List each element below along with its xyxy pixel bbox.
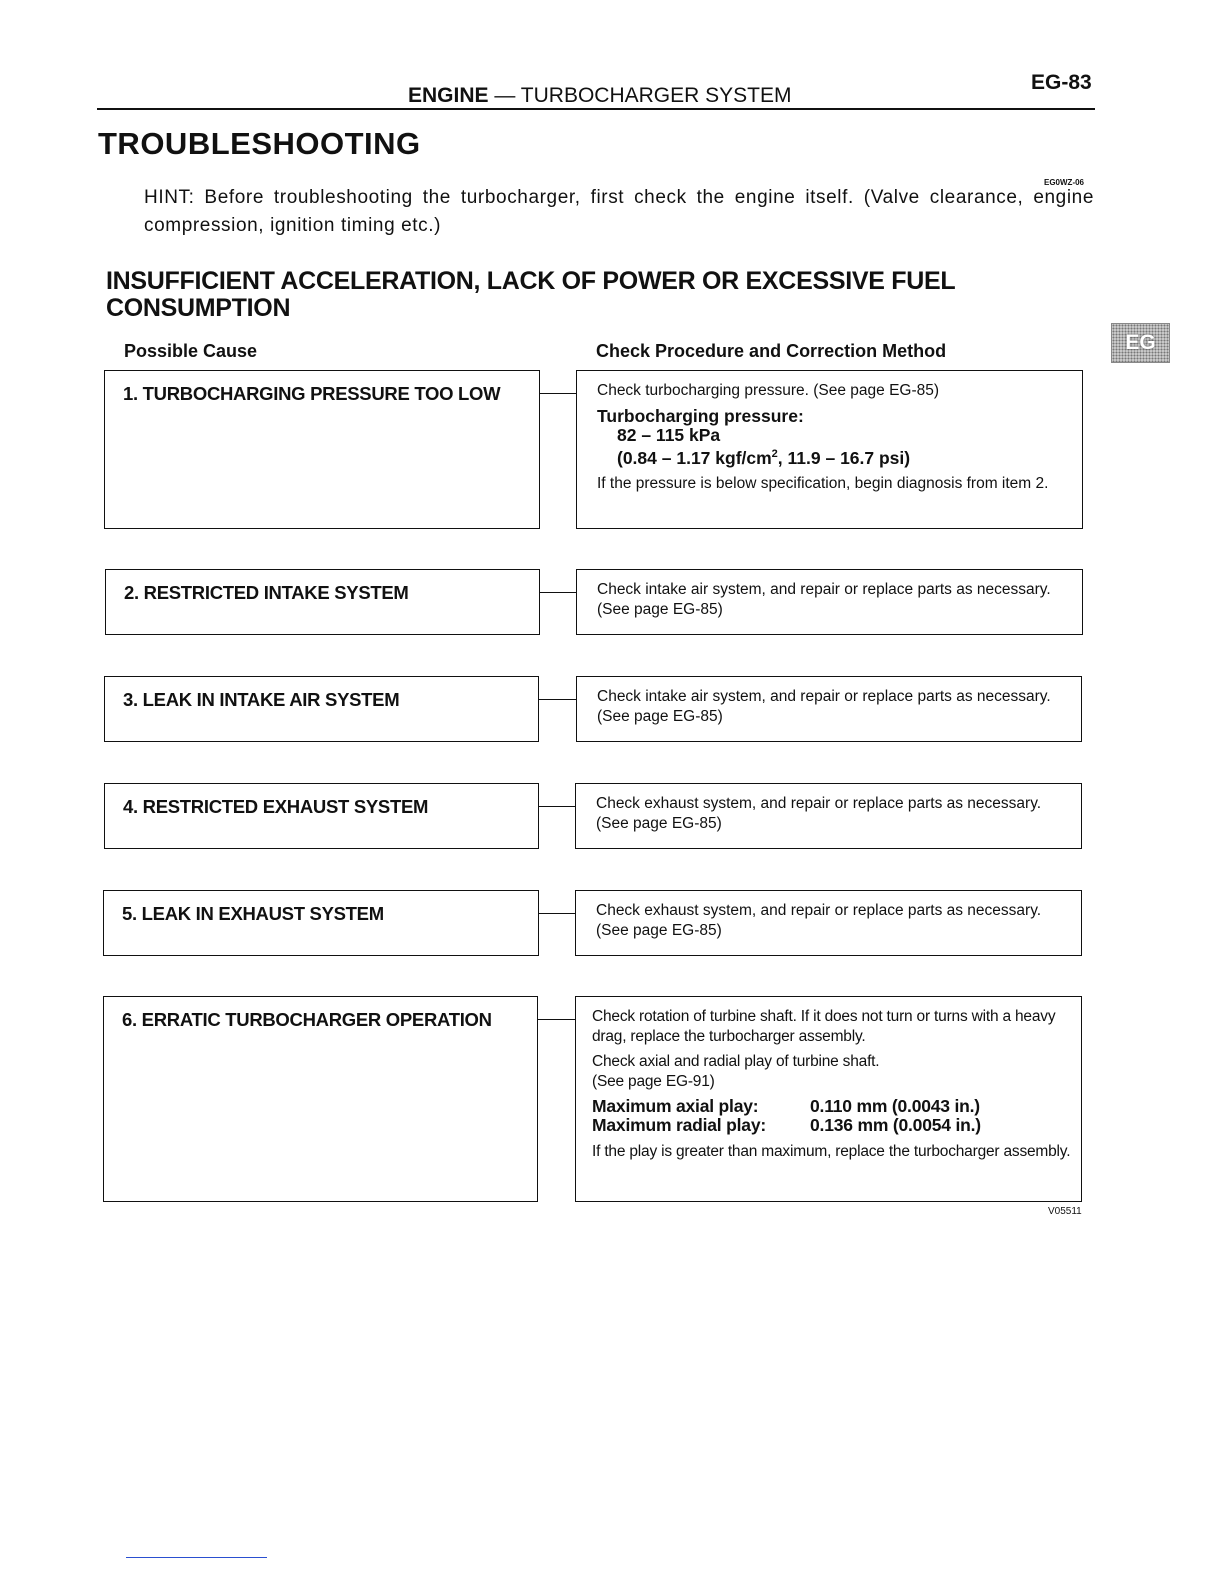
section-tab: EG xyxy=(1111,323,1170,363)
procedure-text: Check exhaust system, and repair or replace parts as necessary. (See page EG-85) xyxy=(596,795,1042,832)
procedure-text: Check exhaust system, and repair or replace parts as necessary. (See page EG-85) xyxy=(596,902,1042,939)
header-subsection: — TURBOCHARGER SYSTEM xyxy=(488,84,792,107)
cause-box-1 xyxy=(104,370,540,529)
connector-line xyxy=(540,592,577,593)
spec-value: 0.136 mm (0.0054 in.) xyxy=(810,1115,981,1135)
running-header xyxy=(408,84,792,108)
cause-label: 6. ERRATIC TURBOCHARGER OPERATION xyxy=(122,1009,492,1030)
cause-label: 5. LEAK IN EXHAUST SYSTEM xyxy=(122,903,384,924)
spec-value-alt-b: , 11.9 – 16.7 psi) xyxy=(777,447,911,468)
cause-label: 4. RESTRICTED EXHAUST SYSTEM xyxy=(123,796,429,817)
document-code: EG0WZ-06 xyxy=(1044,178,1085,187)
cause-box-2 xyxy=(105,569,540,635)
cause-label: 3. LEAK IN INTAKE AIR SYSTEM xyxy=(123,689,400,710)
spec-label: Maximum radial play: xyxy=(592,1115,766,1135)
column-header-cause: Possible Cause xyxy=(124,341,258,361)
procedure-text: Check rotation of turbine shaft. If it does not turn or turns with a heavy drag, replace the turbocharger assembly. xyxy=(592,1008,1056,1045)
page-title: TROUBLESHOOTING xyxy=(98,126,421,161)
procedure-note: If the pressure is below specification, begin diagnosis from item 2. xyxy=(597,475,1049,493)
spec-label: Turbocharging pressure: xyxy=(597,405,804,426)
spec-value: 0.110 mm (0.0043 in.) xyxy=(810,1096,980,1116)
procedure-text-2: Check axial and radial play of turbine shaft. xyxy=(592,1053,880,1070)
spec-block xyxy=(592,1097,1075,1135)
connector-line xyxy=(539,913,576,914)
spec-value-alt-a: (0.84 – 1.17 kgf/cm xyxy=(617,447,772,468)
spec-block xyxy=(597,407,1076,468)
spec-value-metric: 82 – 115 kPa xyxy=(617,424,721,445)
spec-label: Maximum axial play: xyxy=(592,1096,759,1116)
procedure-box-6 xyxy=(575,996,1082,1202)
procedure-box-5 xyxy=(575,890,1082,956)
spec-value-alt xyxy=(597,445,1076,468)
column-header-procedure: Check Procedure and Correction Method xyxy=(596,341,947,361)
cause-box-4 xyxy=(104,783,539,849)
procedure-reference: (See page EG-91) xyxy=(592,1072,715,1090)
procedure-box-4 xyxy=(575,783,1082,849)
procedure-text: Check turbocharging pressure. (See page EG-85) xyxy=(597,382,940,399)
connector-line xyxy=(539,806,576,807)
cause-box-3 xyxy=(104,676,539,742)
procedure-box-1 xyxy=(576,370,1083,529)
cause-box-6 xyxy=(103,996,538,1202)
cause-label: 1. TURBOCHARGING PRESSURE TOO LOW xyxy=(123,383,501,404)
header-rule xyxy=(97,108,1095,110)
section-heading: INSUFFICIENT ACCELERATION, LACK OF POWER OR EXCESSIVE FUEL CONSUMPTION xyxy=(106,267,955,322)
procedure-note: If the play is greater than maximum, replace the turbocharger assembly. xyxy=(592,1143,1071,1160)
procedure-box-3 xyxy=(576,676,1082,742)
connector-line xyxy=(538,1019,576,1020)
cause-label: 2. RESTRICTED INTAKE SYSTEM xyxy=(124,582,409,603)
footer-line xyxy=(126,1557,267,1558)
page-number: EG-83 xyxy=(1031,71,1092,94)
header-section: ENGINE xyxy=(408,84,489,107)
procedure-text: Check intake air system, and repair or replace parts as necessary. (See page EG-85) xyxy=(597,581,1051,618)
figure-reference: V05511 xyxy=(1048,1206,1082,1217)
hint-text: HINT: Before troubleshooting the turbocharger, first check the engine itself. (Valve clearance, engine compression, ignition timing etc.) xyxy=(144,187,1094,236)
procedure-text: Check intake air system, and repair or replace parts as necessary. (See page EG-85) xyxy=(597,688,1051,725)
connector-line xyxy=(539,699,577,700)
spec-row-radial xyxy=(592,1116,1075,1135)
procedure-box-2 xyxy=(576,569,1083,635)
cause-box-5 xyxy=(103,890,539,956)
spec-superscript: 2 xyxy=(771,447,778,460)
spec-row-axial xyxy=(592,1097,1075,1116)
connector-line xyxy=(540,393,577,394)
